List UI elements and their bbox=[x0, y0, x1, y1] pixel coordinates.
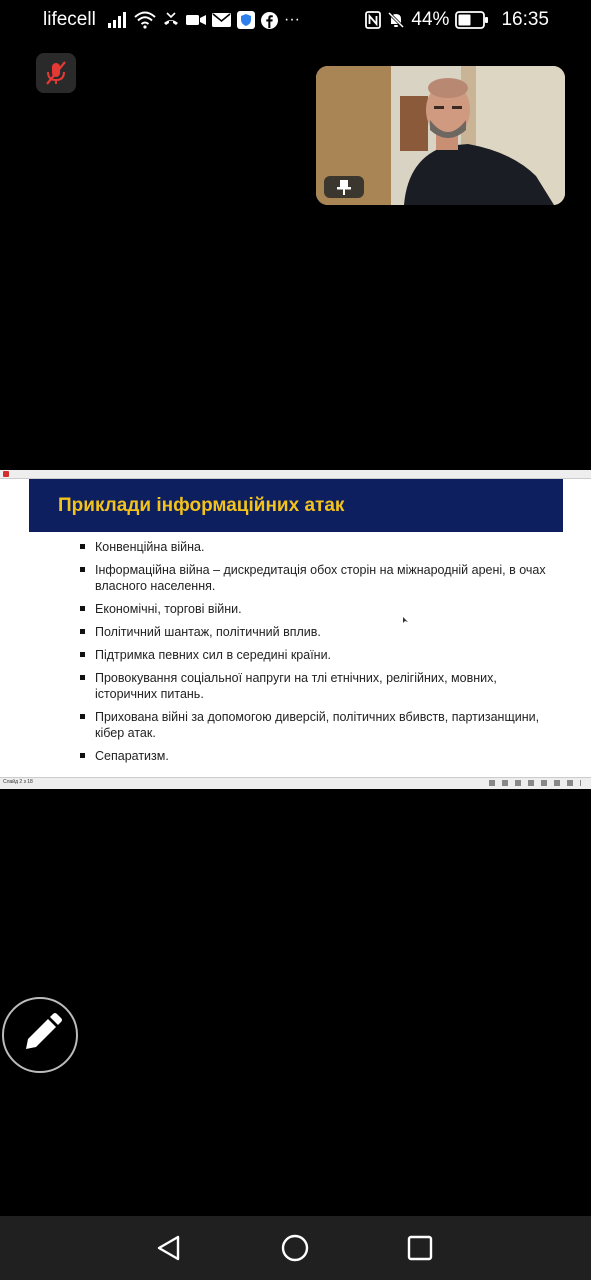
status-bar bbox=[0, 0, 591, 40]
shield-icon bbox=[237, 11, 255, 29]
mute-mic-button[interactable] bbox=[36, 53, 76, 93]
mic-muted-icon bbox=[36, 53, 76, 93]
bullet-item: Економічні, торгові війни. bbox=[77, 601, 547, 617]
pin-icon bbox=[324, 176, 364, 198]
facebook-icon bbox=[261, 12, 278, 29]
signal-icon bbox=[108, 12, 128, 28]
shared-screen bbox=[0, 470, 591, 788]
back-button[interactable] bbox=[153, 1232, 185, 1264]
mouse-cursor-icon bbox=[403, 617, 409, 624]
home-button[interactable] bbox=[279, 1232, 311, 1264]
bullet-item: Підтримка певних сил в середині країни. bbox=[77, 647, 547, 663]
bell-muted-icon bbox=[387, 11, 405, 29]
clock-time: 16:35 bbox=[501, 9, 549, 30]
participant-video-tile[interactable] bbox=[316, 66, 565, 205]
status-icons-left bbox=[108, 10, 300, 30]
mail-icon bbox=[212, 13, 231, 27]
system-navigation-bar bbox=[0, 1216, 591, 1280]
pin-video-button[interactable] bbox=[324, 176, 364, 198]
slide-counter: Слайд 2 з 18 bbox=[3, 779, 33, 785]
recents-square-icon bbox=[404, 1232, 436, 1264]
view-controls bbox=[489, 780, 581, 786]
presentation-status-bar bbox=[0, 777, 591, 789]
missed-call-icon bbox=[162, 11, 180, 29]
slide-bullet-list bbox=[77, 539, 547, 771]
video-camera-icon bbox=[186, 13, 206, 27]
presentation-slide bbox=[29, 479, 563, 776]
slide-title: Приклади інформаційних атак bbox=[58, 495, 345, 516]
slide-header bbox=[29, 479, 563, 532]
status-icons-right bbox=[365, 9, 549, 31]
bullet-item: Конвенційна війна. bbox=[77, 539, 547, 555]
bullet-item: Сепаратизм. bbox=[77, 748, 547, 764]
carrier-name: lifecell bbox=[43, 9, 96, 30]
presentation-toolbar-top bbox=[0, 470, 591, 479]
bullet-item: Політичний шантаж, політичний вплив. bbox=[77, 624, 547, 640]
back-triangle-icon bbox=[153, 1232, 185, 1264]
battery-percent: 44% bbox=[411, 9, 450, 30]
pencil-icon bbox=[4, 999, 76, 1071]
annotate-button[interactable] bbox=[2, 997, 78, 1073]
bullet-item: Провокування соціальної напруги на тлі етнічних, релігійних, мовних, історичних питань. bbox=[77, 670, 547, 702]
home-circle-icon bbox=[279, 1232, 311, 1264]
wifi-icon bbox=[134, 11, 156, 29]
bullet-item: Інформаційна війна – дискредитація обох сторін на міжнародній арені, в очах власного населення. bbox=[77, 562, 547, 594]
battery-icon bbox=[455, 11, 489, 29]
nfc-icon bbox=[365, 11, 381, 29]
more-notifications-icon: ··· bbox=[284, 11, 300, 28]
recents-button[interactable] bbox=[404, 1232, 436, 1264]
presentation-app-icon bbox=[3, 471, 9, 477]
bullet-item: Прихована війні за допомогою диверсій, політичних вбивств, партизанщини, кібер атак. bbox=[77, 709, 547, 741]
